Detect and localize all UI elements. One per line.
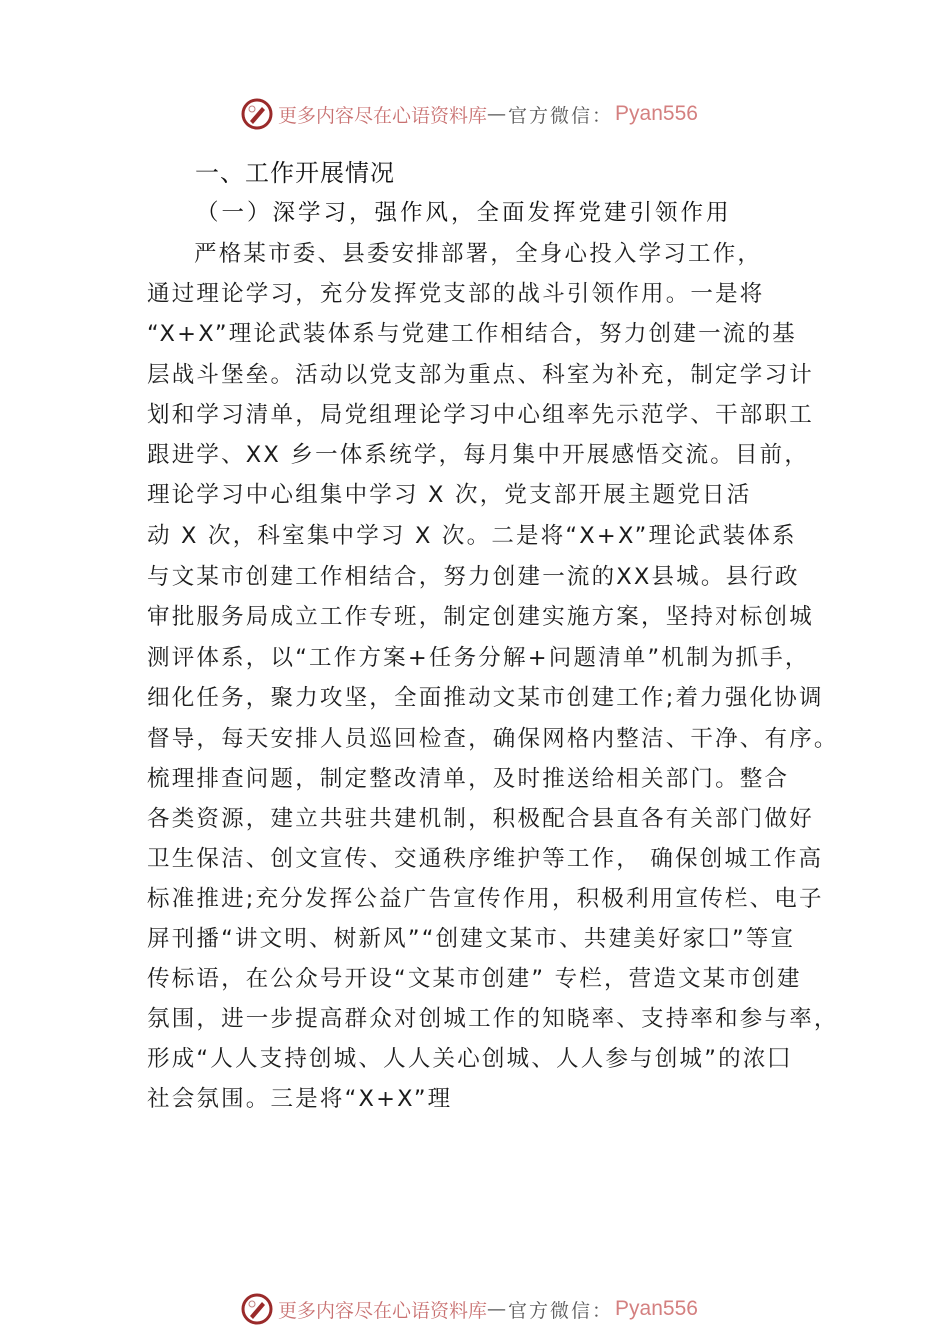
- body-line: 各类资源，建立共驻共建机制，积极配合县直各有关部门做好: [147, 806, 814, 832]
- body-line: 跟进学、XX 乡一体系统学，每月集中开展感悟交流。目前，: [147, 442, 810, 468]
- watermark-dash: —: [487, 103, 509, 125]
- watermark-text: 更多内容尽在心语资料库: [278, 104, 488, 127]
- pen-nib-circle-icon: [240, 1292, 274, 1326]
- body-line: 标准推进;充分发挥公益广告宣传作用，积极利用宣传栏、电子: [147, 886, 824, 912]
- body-line: 动 X 次，科室集中学习 X 次。二是将“X+X”理论武装体系: [147, 523, 797, 549]
- subsection-heading: （一）深学习，强作风，全面发挥党建引领作用: [196, 200, 732, 226]
- body-line: 传标语，在公众号开设“文某市创建” 专栏，营造文某市创建: [147, 966, 802, 992]
- body-line: 理论学习中心组集中学习 X 次，党支部开展主题党日活: [147, 482, 752, 508]
- watermark-label: 官方微信：: [508, 1299, 614, 1322]
- watermark-dash: —: [487, 1298, 509, 1320]
- body-line: 氛围，进一步提高群众对创城工作的知晓率、支持率和参与率，: [147, 1006, 839, 1032]
- body-line: 审批服务局成立工作专班，制定创建实施方案，坚持对标创城: [147, 604, 814, 630]
- body-line: 与文某市创建工作相结合，努力创建一流的XX县城。县行政: [147, 564, 800, 590]
- body-line: “X+X”理论武装体系与党建工作相结合，努力创建一流的基: [147, 321, 797, 347]
- body-line: 督导，每天安排人员巡回检查，确保网格内整洁、干净、有序。: [147, 726, 839, 752]
- body-line: 划和学习清单，局党组理论学习中心组率先示范学、干部职工: [147, 402, 814, 428]
- body-line: 梳理排查问题，制定整改清单，及时推送给相关部门。整合: [147, 766, 790, 792]
- body-line: 屏刊播“讲文明、树新风”“创建文某市、共建美好家囗”等宣: [147, 926, 796, 952]
- pen-nib-circle-icon: [240, 97, 274, 131]
- body-line: 社会氛围。三是将“X+X”理: [147, 1086, 453, 1112]
- watermark-wechat-id: Pyan556: [615, 102, 698, 125]
- body-line: 细化任务，聚力攻坚，全面推动文某市创建工作;着力强化协调: [147, 685, 824, 711]
- watermark-banner-top: [240, 94, 698, 134]
- body-line: 测评体系，以“工作方案+任务分解+问题清单”机制为抓手，: [147, 645, 810, 671]
- body-line: 通过理论学习，充分发挥党支部的战斗引领作用。一是将: [147, 281, 765, 307]
- body-line: 层战斗堡垒。活动以党支部为重点、科室为补充，制定学习计: [147, 362, 814, 388]
- watermark-wechat-id: Pyan556: [615, 1297, 698, 1320]
- section-heading: 一、工作开展情况: [195, 159, 395, 187]
- watermark-text: 更多内容尽在心语资料库: [278, 1299, 488, 1322]
- watermark-label: 官方微信：: [508, 104, 614, 127]
- body-line: 形成“人人支持创城、人人关心创城、人人参与创城”的浓囗: [147, 1046, 793, 1072]
- body-line: 卫生保洁、创文宣传、交通秩序维护等工作， 确保创城工作高: [147, 846, 824, 872]
- watermark-banner-bottom: [240, 1289, 698, 1329]
- body-line: 严格某市委、县委安排部署，全身心投入学习工作，: [194, 241, 763, 267]
